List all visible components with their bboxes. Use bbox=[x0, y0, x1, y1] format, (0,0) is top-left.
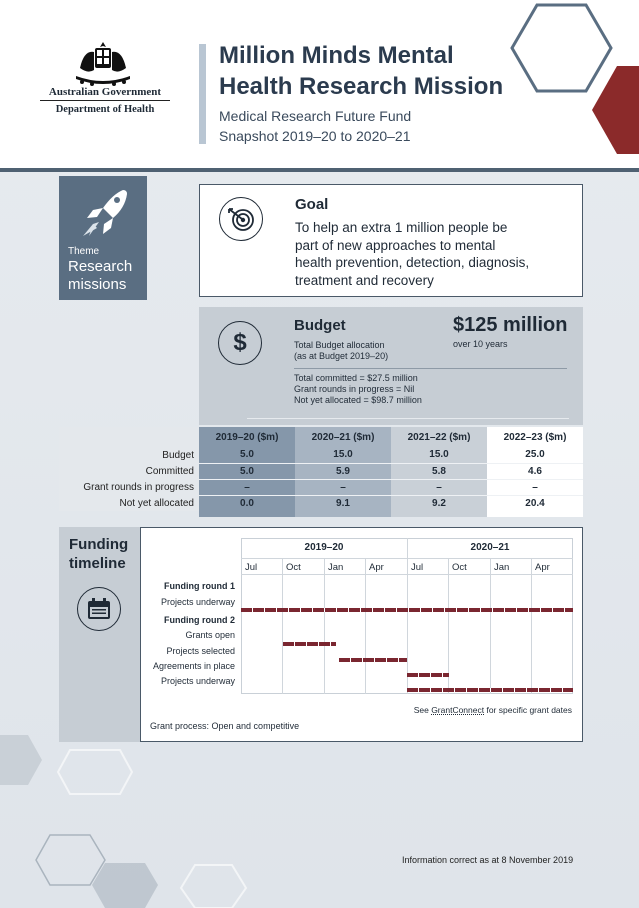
row-label: Projects underway bbox=[160, 597, 235, 607]
grid-line bbox=[282, 558, 283, 694]
page-subtitle bbox=[219, 106, 479, 146]
table-cell: – bbox=[295, 479, 391, 495]
row-label: Grant rounds in progress bbox=[59, 479, 199, 495]
goal-line-4: treatment and recovery bbox=[295, 272, 434, 288]
budget-not-allocated: Not yet allocated = $98.7 million bbox=[294, 395, 422, 405]
table-cell: 20.4 bbox=[487, 495, 583, 511]
timeline-bar-agreements-in-place bbox=[407, 673, 449, 677]
budget-heading: Budget bbox=[294, 317, 346, 334]
year-label: 2020–21 bbox=[470, 542, 510, 553]
subtitle-line-1: Medical Research Future Fund bbox=[219, 108, 412, 124]
government-name: Australian Government bbox=[40, 86, 170, 101]
timeline-card bbox=[59, 527, 143, 742]
row-label: Committed bbox=[59, 463, 199, 479]
budget-summary bbox=[294, 373, 422, 406]
title-accent-bar bbox=[199, 44, 206, 144]
background-hexagons-icon bbox=[0, 730, 260, 908]
note-prefix: See bbox=[413, 705, 432, 715]
table-bottom-band bbox=[199, 511, 583, 517]
table-corner bbox=[59, 427, 199, 447]
column-header: 2021–22 ($m) bbox=[391, 427, 487, 447]
grid-line bbox=[407, 538, 408, 694]
department-name: Department of Health bbox=[55, 104, 155, 115]
timeline-bar-projects-selected bbox=[339, 658, 407, 662]
month-label: Oct bbox=[286, 562, 301, 573]
month-label: Jul bbox=[411, 562, 424, 573]
table-row bbox=[59, 479, 583, 495]
goal-heading: Goal bbox=[295, 196, 329, 213]
calendar-icon bbox=[77, 587, 121, 631]
timeline-bar-round2-projects-underway bbox=[407, 688, 573, 692]
goal-box bbox=[199, 184, 583, 297]
table-cell: – bbox=[487, 479, 583, 495]
note-suffix: for specific grant dates bbox=[484, 705, 572, 715]
budget-grant-rounds: Grant rounds in progress = Nil bbox=[294, 384, 415, 394]
row-label: Agreements in place bbox=[152, 661, 235, 671]
coat-of-arms-icon bbox=[72, 38, 134, 88]
timeline-heading-line-1: Funding bbox=[69, 536, 129, 553]
table-cell: 5.0 bbox=[199, 447, 295, 463]
row-label: Grants open bbox=[185, 630, 235, 640]
table-cell: 5.8 bbox=[391, 463, 487, 479]
grid-line bbox=[531, 558, 532, 694]
table-cell: – bbox=[199, 479, 295, 495]
row-label: Budget bbox=[59, 447, 199, 463]
budget-sub-line-2: (as at Budget 2019–20) bbox=[294, 351, 389, 361]
budget-amount: $125 million bbox=[453, 314, 568, 336]
round-2-label: Funding round 2 bbox=[164, 615, 235, 625]
month-label: Apr bbox=[535, 562, 550, 573]
budget-inner-line bbox=[247, 418, 569, 419]
grantconnect-link[interactable]: GrantConnect bbox=[431, 705, 485, 715]
month-label: Jul bbox=[245, 562, 258, 573]
timeline-box bbox=[140, 527, 583, 742]
table-row bbox=[59, 495, 583, 511]
grid-line bbox=[490, 558, 491, 694]
column-header: 2019–20 ($m) bbox=[199, 427, 295, 447]
budget-committed: Total committed = $27.5 million bbox=[294, 373, 418, 383]
goal-line-1: To help an extra 1 million people be bbox=[295, 220, 508, 235]
month-label: Apr bbox=[369, 562, 384, 573]
timeline-heading-line-2: timeline bbox=[69, 555, 126, 572]
budget-divider bbox=[294, 368, 567, 369]
grid-line bbox=[324, 558, 325, 694]
table-header-row bbox=[59, 427, 583, 447]
table-cell: 15.0 bbox=[295, 447, 391, 463]
table-cell: 9.1 bbox=[295, 495, 391, 511]
budget-table bbox=[59, 427, 583, 512]
row-label: Projects underway bbox=[160, 676, 235, 686]
theme-name-line-1: Research bbox=[68, 258, 133, 275]
timeline-bar-grants-open bbox=[283, 642, 337, 646]
column-header: 2022–23 ($m) bbox=[487, 427, 583, 447]
row-label: Projects selected bbox=[166, 646, 235, 656]
title-line-1: Million Minds Mental bbox=[219, 42, 454, 69]
row-label: Not yet allocated bbox=[59, 495, 199, 511]
month-label: Jan bbox=[494, 562, 510, 573]
table-row bbox=[59, 447, 583, 463]
grant-process: Grant process: Open and competitive bbox=[150, 721, 300, 731]
theme-name-line-2: missions bbox=[68, 276, 127, 293]
goal-text bbox=[295, 219, 565, 289]
table-cell: 4.6 bbox=[487, 463, 583, 479]
month-label: Jan bbox=[328, 562, 344, 573]
page-title bbox=[219, 40, 519, 102]
table-cell: – bbox=[391, 479, 487, 495]
theme-card bbox=[59, 176, 147, 300]
table-cell: 0.0 bbox=[199, 495, 295, 511]
year-label: 2019–20 bbox=[304, 542, 344, 553]
column-header: 2020–21 ($m) bbox=[295, 427, 391, 447]
budget-subtitle bbox=[294, 340, 434, 362]
subtitle-line-2: Snapshot 2019–20 to 2020–21 bbox=[219, 128, 411, 144]
target-icon bbox=[219, 197, 263, 241]
header bbox=[0, 0, 639, 172]
timeline-bar-round1-projects-underway bbox=[241, 608, 573, 612]
rocket-icon bbox=[73, 184, 135, 244]
table-cell: 15.0 bbox=[391, 447, 487, 463]
table-cell: 5.9 bbox=[295, 463, 391, 479]
dollar-icon: $ bbox=[218, 321, 262, 365]
table-cell: 9.2 bbox=[391, 495, 487, 511]
table-cell: 5.0 bbox=[199, 463, 295, 479]
grid-line bbox=[365, 558, 366, 694]
hexagon-decoration-icon bbox=[500, 0, 639, 172]
round-1-label: Funding round 1 bbox=[164, 581, 235, 591]
month-label: Oct bbox=[452, 562, 467, 573]
theme-label: Theme bbox=[68, 246, 100, 257]
grantconnect-note bbox=[414, 705, 572, 715]
footer-note: Information correct as at 8 November 2019 bbox=[402, 855, 574, 865]
goal-line-2: part of new approaches to mental bbox=[295, 237, 496, 253]
budget-box bbox=[199, 307, 583, 425]
timeline-grid bbox=[241, 538, 573, 694]
goal-line-3: health prevention, detection, diagnosis, bbox=[295, 255, 530, 270]
table-row bbox=[59, 463, 583, 479]
title-line-2: Health Research Mission bbox=[219, 73, 504, 100]
table-cell: 25.0 bbox=[487, 447, 583, 463]
budget-period: over 10 years bbox=[453, 339, 508, 349]
budget-sub-line-1: Total Budget allocation bbox=[294, 340, 385, 350]
